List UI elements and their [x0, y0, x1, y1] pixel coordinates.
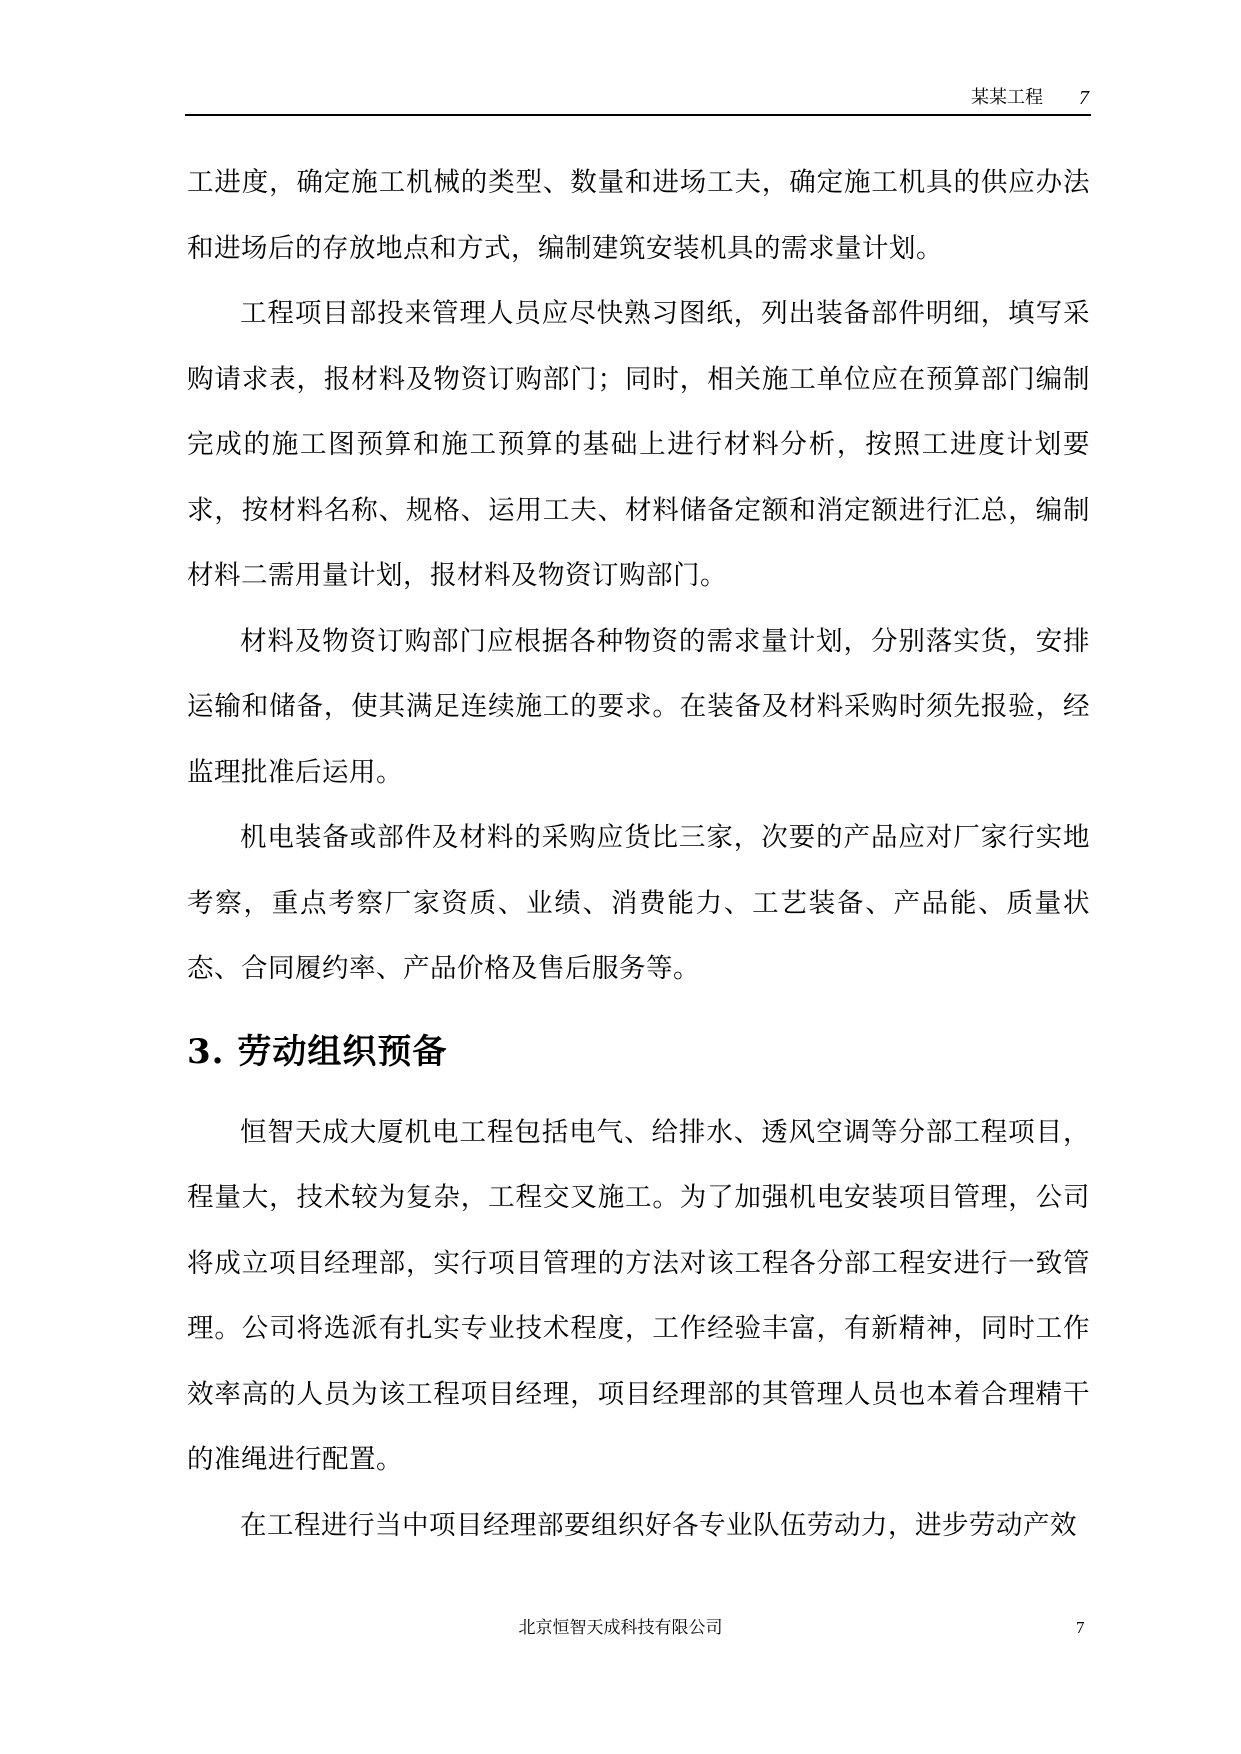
- paragraph: 机电装备或部件及材料的采购应货比三家，次要的产品应对厂家行实地考察，重点考察厂家资质、业绩、消费能力、工艺装备、产品能、质量状态、合同履约率、产品价格及售后服务等。: [187, 822, 1090, 984]
- paragraph: 在工程进行当中项目经理部要组织好各专业队伍劳动力，进步劳动产效: [240, 1509, 1077, 1541]
- page-header: [185, 84, 1091, 116]
- paragraph: 工程项目部投来管理人员应尽快熟习图纸，列出装备部件明细，填写采购请求表，报材料及物资订购部门；同时，相关施工单位应在预算部门编制完成的施工图预算和施工预算的基础上进行材料分析，按照工进度计划要求，按材料名称、规格、运用工夫、材料储备定额和消定额进行汇总，编制材料二需用量计划，报材料及物资订购部门。: [187, 298, 1090, 591]
- header-page-number: 7: [1079, 87, 1089, 109]
- footer-page-number: 7: [1076, 1618, 1085, 1637]
- footer-company: 北京恒智天成科技有限公司: [518, 1618, 723, 1638]
- paragraph: 工进度，确定施工机械的类型、数量和进场工夫，确定施工机具的供应办法和进场后的存放地点和方式，编制建筑安装机具的需求量计划。: [187, 167, 1090, 264]
- section-heading: 3. 劳动组织预备: [187, 1031, 448, 1072]
- paragraph: 材料及物资订购部门应根据各种物资的需求量计划，分别落实货，安排运输和储备，使其满足连续施工的要求。在装备及材料采购时须先报验，经监理批准后运用。: [187, 625, 1090, 788]
- header-title: 某某工程: [971, 87, 1043, 108]
- document-body: [187, 150, 1090, 1558]
- paragraph: 恒智天成大厦机电工程包括电气、给排水、透风空调等分部工程项目，程量大，技术较为复杂，工程交叉施工。为了加强机电安装项目管理，公司将成立项目经理部，实行项目管理的方法对该工程各分部工程安进行一致管理。公司将选派有扎实专业技术程度，工作经验丰富，有新精神，同时工作效率高的人员为该工程项目经理，项目经理部的其管理人员也本着合理精干的准绳进行配置。: [187, 1116, 1090, 1475]
